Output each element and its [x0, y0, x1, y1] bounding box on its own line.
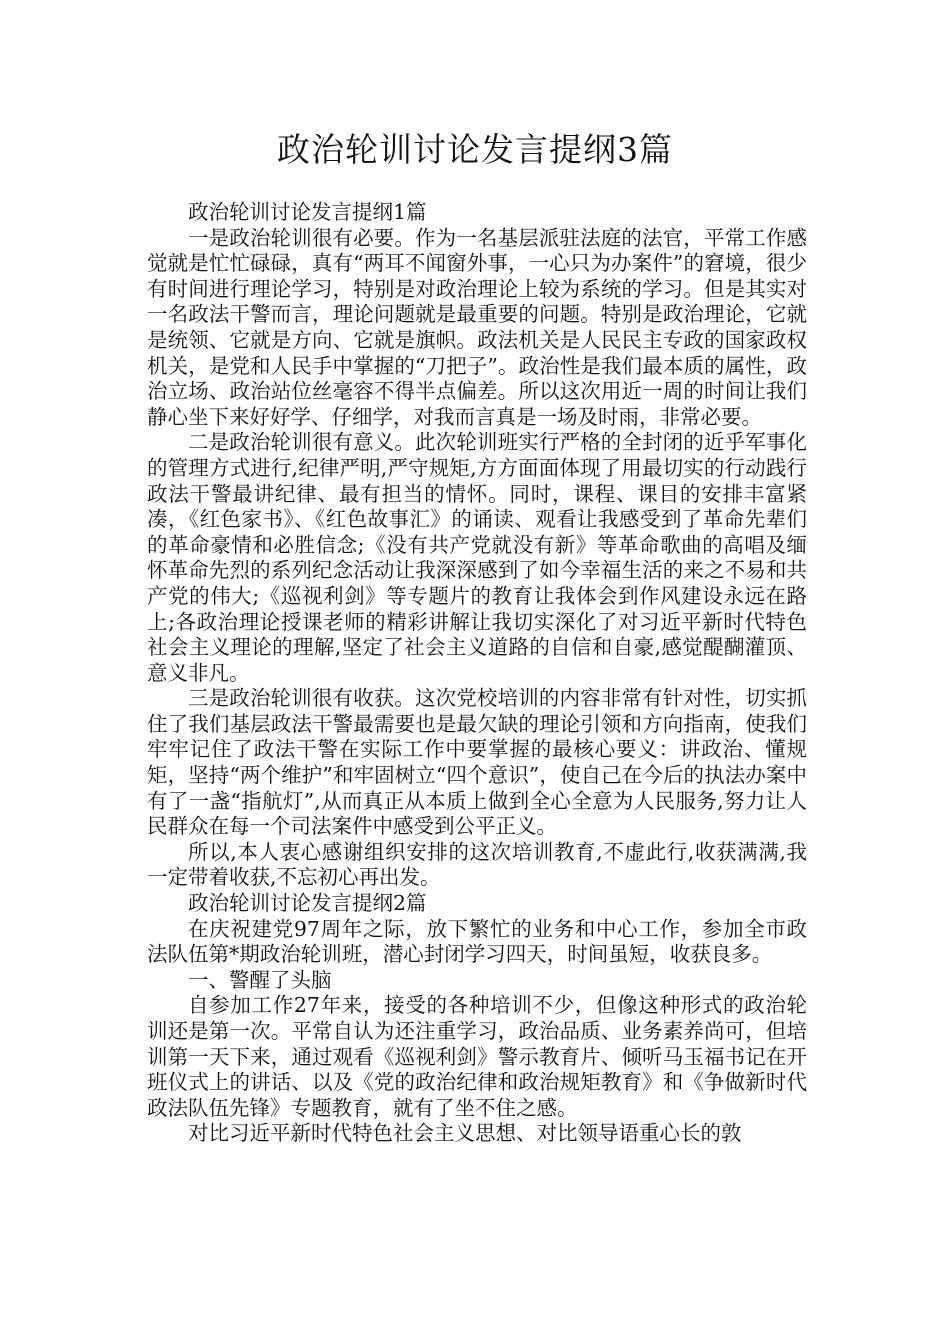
paragraph-comparison: 对比习近平新时代特色社会主义思想、对比领导语重心长的敦: [188, 1121, 742, 1146]
subheading-awaken: 一、警醒了头脑: [188, 967, 332, 992]
section-heading-2: 政治轮训讨论发言提纲2篇: [188, 891, 427, 916]
paragraph-intro-2: 在庆祝建党97周年之际，放下繁忙的业务和中心工作，参加全市政法队伍第*期政治轮训班，潜心封闭学习四天，时间虽短，收获良多。: [147, 916, 807, 967]
document-title: 政治轮训讨论发言提纲3篇: [277, 130, 673, 169]
paragraph-experience: 自参加工作27年来，接受的各种培训不少，但像这种形式的政治轮训还是第一次。平常自认为还注重学习，政治品质、业务素养尚可，但培训第一天下来，通过观看《巡视利剑》警示教育片、倾听马玉福书记在开班仪式上的讲话、以及《党的政治纪律和政治规矩教育》和《争做新时代政法队伍先锋》专题教育，就有了坐不住之感。: [147, 993, 807, 1120]
paragraph-conclusion: 所以,本人衷心感谢组织安排的这次培训教育,不虚此行,收获满满,我一定带着收获,不忘初心再出发。: [147, 839, 807, 890]
document-body: [147, 200, 807, 1147]
paragraph-necessity: 一是政治轮训很有必要。作为一名基层派驻法庭的法官，平常工作感觉就是忙忙碌碌，真有“两耳不闻窗外事，一心只为办案件”的窘境，很少有时间进行理论学习，特别是对政治理论上较为系统的学习。但是其实对一名政法干警而言，理论问题就是最重要的问题。特别是政治理论，它就是统领、它就是方向、它就是旗帜。政法机关是人民民主专政的国家政权机关，是党和人民手中掌握的“刀把子”。政治性是我们最本质的属性，政治立场、政治站位丝毫容不得半点偏差。所以这次用近一周的时间让我们静心坐下来好好学、仔细学，对我而言真是一场及时雨，非常必要。: [147, 225, 807, 429]
section-heading-1: 政治轮训讨论发言提纲1篇: [188, 200, 427, 224]
paragraph-gains: 三是政治轮训很有收获。这次党校培训的内容非常有针对性，切实抓住了我们基层政法干警最需要也是最欠缺的理论引领和方向指南，使我们牢牢记住了政法干警在实际工作中要掌握的最核心要义：讲政治、懂规矩，坚持“两个维护”和牢固树立“四个意识”，使自己在今后的执法办案中有了一盏“指航灯”,从而真正从本质上做到全心全意为人民服务,努力让人民群众在每一个司法案件中感受到公平正义。: [147, 686, 807, 839]
paragraph-significance: 二是政治轮训很有意义。此次轮训班实行严格的全封闭的近乎军事化的管理方式进行,纪律严明,严守规矩,方方面面体现了用最切实的行动践行政法干警最讲纪律、最有担当的情怀。同时，课程、课目的安排丰富紧凑，《红色家书》、《红色故事汇》的诵读、观看让我感受到了革命先辈们的革命豪情和必胜信念;《没有共产党就没有新》等革命歌曲的高唱及缅怀革命先烈的系列纪念活动让我深深感到了如今幸福生活的来之不易和共产党的伟大;《巡视利剑》等专题片的教育让我体会到作风建设永远在路上;各政治理论授课老师的精彩讲解让我切实深化了对习近平新时代特色社会主义理论的理解,坚定了社会主义道路的自信和自豪,感觉醍醐灌顶、意义非凡。: [147, 430, 807, 685]
